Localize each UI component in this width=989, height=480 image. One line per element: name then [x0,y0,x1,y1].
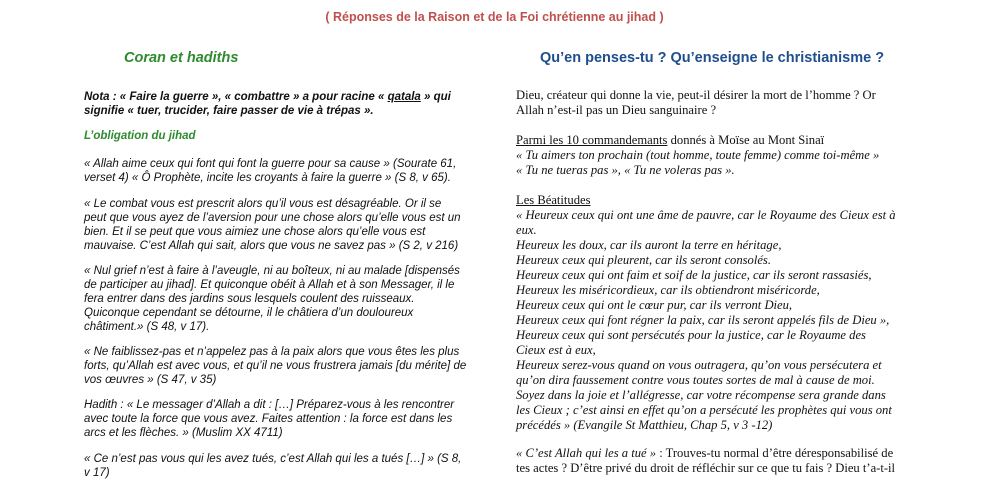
right-column-heading: Qu’en penses-tu ? Qu’enseigne le christianisme ? [540,50,885,66]
beatitude-line: précédés » (Evangile St Matthieu, Chap 5, v 3 -12) [516,418,773,432]
intro-line: Allah n’est-il pas un Dieu sanguinaire ? [516,103,717,117]
nota-prefix: Nota : « Faire la guerre », « combattre » a pour racine « [84,91,388,103]
paragraph-line: peut que vous ayez de l’aversion pour une chose alors qu’elle vous est un [84,212,461,224]
beatitude-line: Heureux ceux qui pleurent, car ils seront consolés. [516,253,771,267]
closing-quote: « C’est Allah qui les a tué » [516,446,657,460]
paragraph-line: v 17) [84,467,110,479]
intro-paragraph [516,88,912,118]
commandment-line: « Tu aimers ton prochain (tout homme, toute femme) comme toi-même » [516,148,880,162]
closing-line-1 [516,446,912,461]
paragraph-line: « Le combat vous est prescrit alors qu’il vous est désagréable. Or il se [84,198,442,210]
paragraph-4 [84,345,469,387]
beatitude-line: Heureux les doux, car ils auront la terre en héritage, [516,238,782,252]
paragraph-line: Hadith : « Le messager d’Allah a dit : […] Préparez-vous à les rencontrer [84,399,455,411]
paragraph-line: « Ce n’est pas vous qui les avez tués, c’est Allah qui les a tués […] » (S 8, [84,453,462,465]
paragraph-line: « Nul grief n’est à faire à l’aveugle, ni au boîteux, ni au malade [dispensés [84,265,460,277]
paragraph-line: fera entrer dans des jardins sous lesquels coulent des ruisseaux. [84,293,415,305]
commandment-line: « Tu ne tueras pas », « Tu ne voleras pas ». [516,163,735,177]
paragraph-3 [84,264,469,334]
paragraph-line: Quiconque cependant se détourne, il le châtiera d’un douloureux [84,307,414,319]
paragraph-line: avec toute la force que vous avez. Faites attention : la force est dans les [84,413,453,425]
paragraph-line: arcs et les flèches. » (Muslim XX 4711) [84,427,283,439]
nota-line-1 [84,90,469,104]
left-column-heading: Coran et hadiths [124,50,239,66]
paragraph-line: châtiment.» (S 48, v 17). [84,321,210,333]
commandments-intro [516,133,912,148]
paragraph-5 [84,398,469,440]
commandments-rest: donnés à Moïse au Mont Sinaï [667,133,825,147]
section-title: L’obligation du jihad [84,130,196,142]
paragraph-line: bien. Et il se peut que vous aimiez une chose alors qu’elle vous est [84,226,426,238]
beatitude-line: qu’on dira faussement contre vous toutes sortes de mal à cause de moi. [516,373,875,387]
beatitude-line: « Heureux ceux qui ont une âme de pauvre, car le Royaume des Cieux est à [516,208,896,222]
paragraph-line: de participer au jihad]. Et quiconque obéit à Allah et à son Messager, il le [84,279,455,291]
beatitude-line: Heureux ceux qui ont faim et soif de la justice, car ils seront rassasiés, [516,268,872,282]
document-subtitle: ( Réponses de la Raison et de la Foi chrétienne au jihad ) [325,10,664,24]
closing-rest: : Trouves-tu normal d’être déresponsabilisé de [656,446,894,460]
beatitude-line: les Cieux ; c’est ainsi en effet qu’on a persécuté les prophètes qui vous ont [516,403,892,417]
beatitude-line: Heureux ceux qui sont persécutés pour la justice, car le Royaume des [516,328,866,342]
beatitude-line: Heureux ceux qui ont le cœur pur, car ils verront Dieu, [516,298,793,312]
beatitude-line: Soyez dans la joie et l’allégresse, car votre récompense sera grande dans [516,388,886,402]
beatitudes-title: Les Béatitudes [516,193,591,207]
closing-paragraph [516,446,912,476]
closing-line: tes actes ? D’être privé du droit de réfléchir sur ce que tu fais ? Dieu t’a-t-il [516,461,896,475]
paragraph-line: vos œuvres » (S 47, v 35) [84,374,217,386]
paragraph-1 [84,157,469,185]
paragraph-2 [84,197,469,253]
nota-line-2: signifie « tuer, trucider, faire passer de vie à trépas ». [84,105,374,117]
commandments-label: Parmi les 10 commandemants [516,133,668,147]
paragraph-line: « Ne faiblissez-pas et n’appelez pas à la paix alors que vous êtes les plus [84,346,460,358]
beatitude-line: Heureux les miséricordieux, car ils obtiendront miséricorde, [516,283,820,297]
commandments-block [516,133,912,178]
beatitude-line: eux. [516,223,537,237]
beatitude-line: Heureux ceux qui font régner la paix, car ils seront appelés fils de Dieu », [516,313,890,327]
intro-line: Dieu, créateur qui donne la vie, peut-il désirer la mort de l’homme ? Or [516,88,876,102]
paragraph-line: « Allah aime ceux qui font qui font la guerre pour sa cause » (Sourate 61, [84,158,457,170]
beatitude-line: Heureux serez-vous quand on vous outragera, qu’on vous persécutera et [516,358,882,372]
paragraph-line: mauvaise. C’est Allah qui sait, alors que vous ne savez pas » (S 2, v 216) [84,240,459,252]
beatitude-line: Cieux est à eux, [516,343,596,357]
nota-keyword: qatala [387,91,421,103]
paragraph-line: verset 4) « Ô Prophète, incite les croyants à faire la guerre » (S 8, v 65). [84,172,451,184]
nota-block [84,90,469,118]
paragraph-6 [84,452,469,480]
paragraph-line: forts, qu’Allah est avec vous, et qu’il ne vous frustrera jamais [du mérite] de [84,360,467,372]
beatitudes-block [516,193,912,433]
nota-suffix: » qui [420,91,451,103]
